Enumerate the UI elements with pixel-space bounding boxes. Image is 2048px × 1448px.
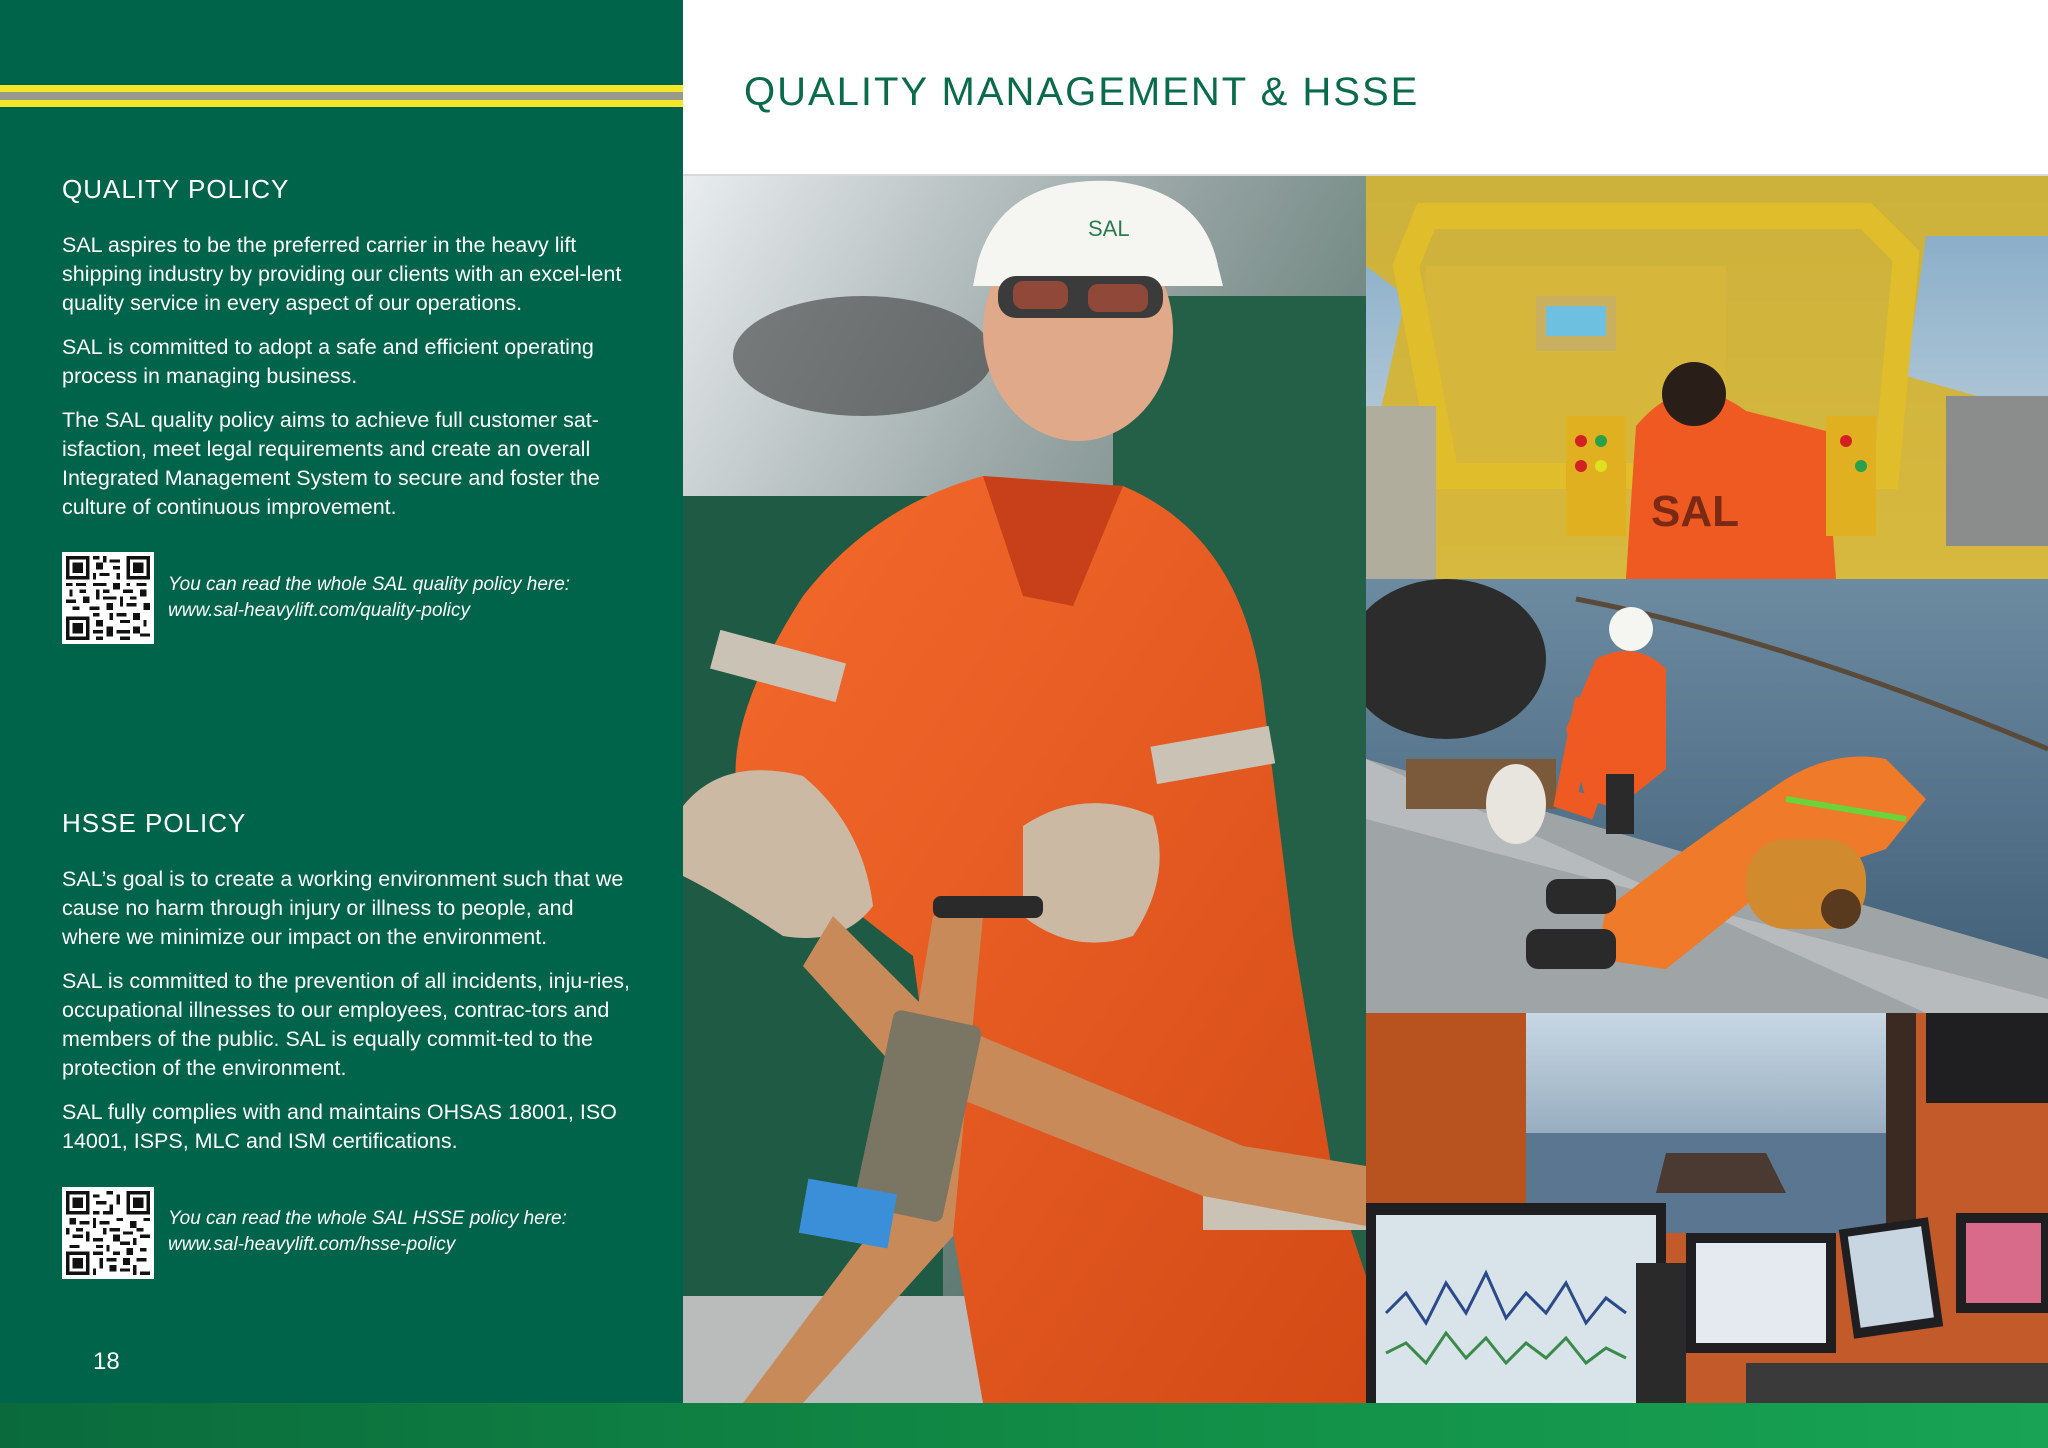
page-number: 18 — [93, 1348, 120, 1375]
hsse-paragraph-3: SAL fully complies with and maintains OHSAS 18001, ISO 14001, ISPS, MLC and ISM certifications. — [62, 1100, 617, 1153]
qr-code-icon — [66, 556, 150, 640]
svg-text:SAL: SAL — [1088, 216, 1130, 241]
yellow-stripe-bottom — [0, 100, 683, 107]
qr-code-icon — [66, 1191, 150, 1275]
yellow-stripe-top — [0, 85, 683, 92]
crane-jacket-sal-text: SAL — [1651, 487, 1739, 536]
photo-crane-operator-cab — [1366, 176, 2048, 579]
quality-paragraph-2: SAL is committed to adopt a safe and efficient operating process in managing business. — [62, 335, 594, 388]
quality-qr-caption: You can read the whole SAL quality policy here: — [168, 574, 571, 595]
photo-deck-safety-drill — [1366, 579, 2048, 1013]
hsse-paragraph-2: SAL is committed to the prevention of all incidents, inju-ries, occupational illnesses to our employees, contrac-tors and members of the public. SAL is equally commit-ted to the protection of the environment. — [62, 969, 631, 1080]
quality-policy-url[interactable]: www.sal-heavylift.com/quality-policy — [168, 600, 470, 621]
quality-policy-link[interactable] — [168, 572, 658, 624]
photo-worker-ratchet-strap — [683, 176, 1366, 1403]
page-title: QUALITY MANAGEMENT & HSSE — [744, 70, 1420, 114]
hsse-policy-qr-code[interactable] — [62, 1187, 154, 1279]
hsse-policy-url[interactable]: www.sal-heavylift.com/hsse-policy — [168, 1234, 456, 1255]
quality-paragraph-3: The SAL quality policy aims to achieve full customer sat-isfaction, meet legal requirements and create an overall Integrated Management System to secure and foster the culture of continuous improvement. — [62, 408, 600, 519]
grey-stripe — [0, 92, 683, 100]
hsse-qr-caption: You can read the whole SAL HSSE policy here: — [168, 1208, 567, 1229]
hsse-policy-link[interactable] — [168, 1206, 658, 1258]
photo-ship-bridge-monitors — [1366, 1013, 2048, 1403]
bottom-green-band — [0, 1403, 2048, 1448]
quality-policy-heading: QUALITY POLICY — [62, 174, 290, 204]
hsse-policy-heading: HSSE POLICY — [62, 808, 247, 838]
quality-policy-qr-code[interactable] — [62, 552, 154, 644]
quality-paragraph-1: SAL aspires to be the preferred carrier in the heavy lift shipping industry by providing our clients with an excel-lent quality service in every aspect of our operations. — [62, 233, 622, 315]
hsse-paragraph-1: SAL’s goal is to create a working environment such that we cause no harm through injury or illness to people, and where we minimize our impact on the environment. — [62, 867, 624, 949]
